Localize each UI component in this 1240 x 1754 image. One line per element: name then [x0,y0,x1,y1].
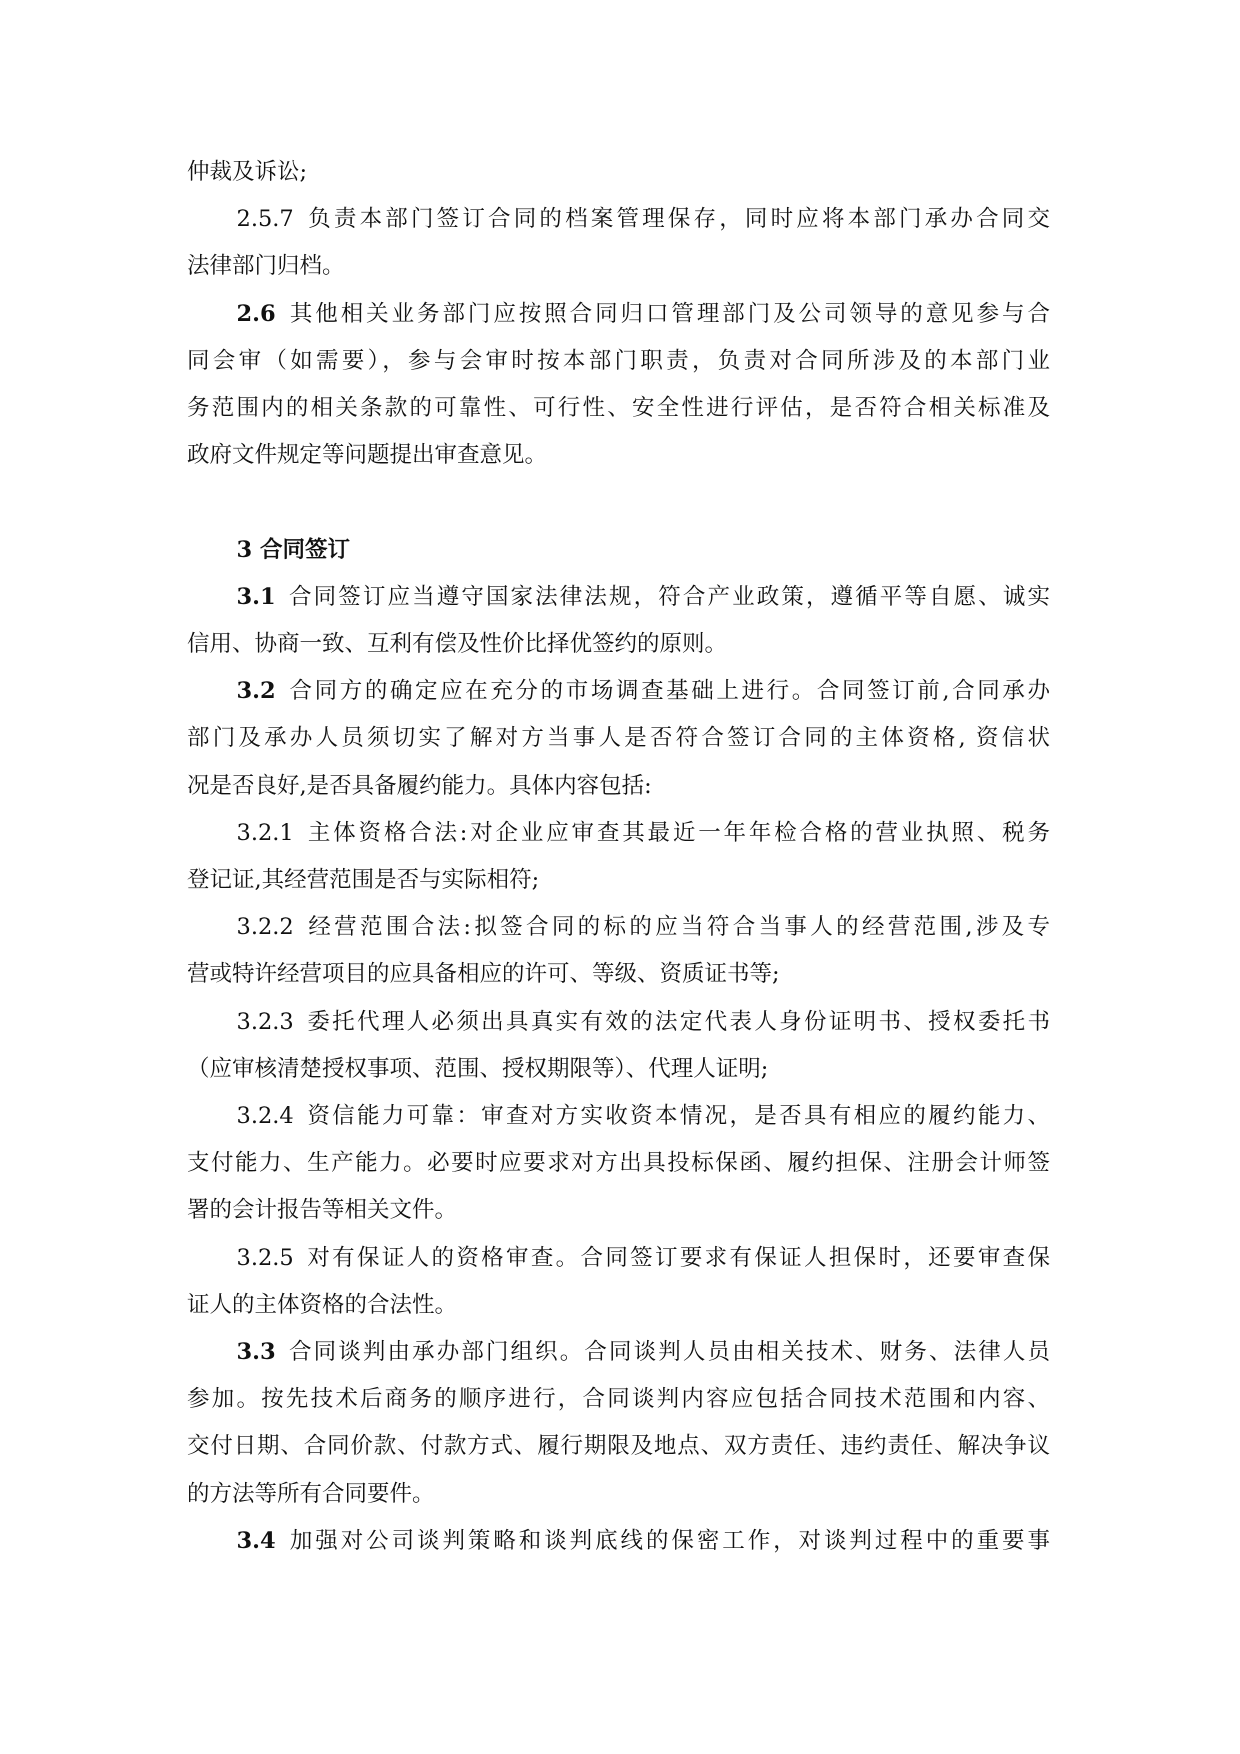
text-line: （应审核清楚授权事项、范围、授权期限等）、代理人证明; [187,1055,769,1082]
clause-number: 3.1 [236,583,276,610]
clause-number: 3.2 [236,678,276,705]
text-line: 仲裁及诉讼; [187,159,308,185]
text-line [187,1329,1050,1376]
paragraph-3-2-1 [187,810,1050,904]
clause-number: 3.3 [236,1339,276,1366]
clause-number: 3.2.4 [236,1103,294,1130]
line-text: 委托代理人必须出具真实有效的法定代表人身份证明书、授权委托书 [305,1008,1050,1035]
text-line [187,904,1050,951]
text-line: 证人的主体资格的合法性。 [187,1291,458,1318]
section-heading: 3 合同签订 [236,536,350,563]
paragraph-2-6 [187,291,1050,480]
text-line: 法律部门归档。 [187,253,345,280]
text-line: 署的会计报告等相关文件。 [187,1197,458,1224]
paragraph-3-2 [187,668,1050,810]
paragraph-3-2-5 [187,1235,1050,1329]
line-text: 经营范围合法:拟签合同的标的应当符合当事人的经营范围,涉及专 [305,914,1050,941]
text-line [187,1518,1050,1565]
line-text: 加强对公司谈判策略和谈判底线的保密工作，对谈判过程中的重要事 [286,1527,1050,1554]
clause-number: 2.5.7 [236,206,294,233]
paragraph-3-2-4 [187,1093,1050,1235]
text-line [187,1093,1050,1140]
clause-number: 3.2.1 [236,819,294,846]
clause-number: 3.2.3 [236,1008,294,1035]
text-line [187,1235,1050,1282]
text-line: 政府文件规定等问题提出审查意见。 [187,442,548,469]
text-line: 支付能力、生产能力。必要时应要求对方出具投标保函、履约担保、注册会计师签 [187,1150,1050,1177]
text-line [187,291,1050,338]
line-text: 其他相关业务部门应按照合同归口管理部门及公司领导的意见参与合 [286,300,1050,327]
paragraph-3-4 [187,1518,1050,1565]
text-line: 营或特许经营项目的应具备相应的许可、等级、资质证书等; [187,961,780,988]
line-text: 对有保证人的资格审查。合同签订要求有保证人担保时，还要审查保 [305,1244,1050,1271]
clause-number: 3.2.5 [236,1244,294,1271]
text-line [187,574,1050,621]
paragraph-2-5-6-continuation [187,149,1050,196]
paragraph-3-1 [187,574,1050,668]
text-line: 登记证,其经营范围是否与实际相符; [187,867,540,894]
line-text: 合同签订应当遵守国家法律法规，符合产业政策，遵循平等自愿、诚实 [286,583,1050,610]
paragraph-3-3 [187,1329,1050,1518]
text-line [187,810,1050,857]
text-line [187,999,1050,1046]
paragraph-2-5-7 [187,196,1050,290]
text-line: 部门及承办人员须切实了解对方当事人是否符合签订合同的主体资格, 资信状 [187,725,1050,752]
text-line: 务范围内的相关条款的可靠性、可行性、安全性进行评估，是否符合相关标准及 [187,395,1050,422]
clause-number: 2.6 [236,300,276,327]
text-line: 交付日期、合同价款、付款方式、履行期限及地点、双方责任、违约责任、解决争议 [187,1433,1050,1460]
text-line: 信用、协商一致、互利有偿及性价比择优签约的原则。 [187,631,728,658]
line-text: 合同谈判由承办部门组织。合同谈判人员由相关技术、财务、法律人员 [286,1339,1050,1366]
text-line: 的方法等所有合同要件。 [187,1480,435,1507]
text-line [187,196,1050,243]
paragraph-3-2-2 [187,904,1050,998]
paragraph-3-2-3 [187,999,1050,1093]
line-text: 资信能力可靠：审查对方实收资本情况，是否具有相应的履约能力、 [305,1103,1050,1130]
clause-number: 3.4 [236,1527,276,1554]
line-text: 负责本部门签订合同的档案管理保存，同时应将本部门承办合同交 [305,206,1050,233]
text-line: 同会审（如需要），参与会审时按本部门职责，负责对合同所涉及的本部门业 [187,347,1050,374]
clause-number: 3.2.2 [236,914,294,941]
text-line [187,668,1050,715]
document-body [187,149,1050,1565]
text-line: 参加。按先技术后商务的顺序进行，合同谈判内容应包括合同技术范围和内容、 [187,1386,1050,1413]
line-text: 合同方的确定应在充分的市场调查基础上进行。合同签订前,合同承办 [286,678,1050,705]
text-line: 况是否良好,是否具备履约能力。具体内容包括: [187,772,652,799]
line-text: 主体资格合法:对企业应审查其最近一年年检合格的营业执照、税务 [305,819,1050,846]
